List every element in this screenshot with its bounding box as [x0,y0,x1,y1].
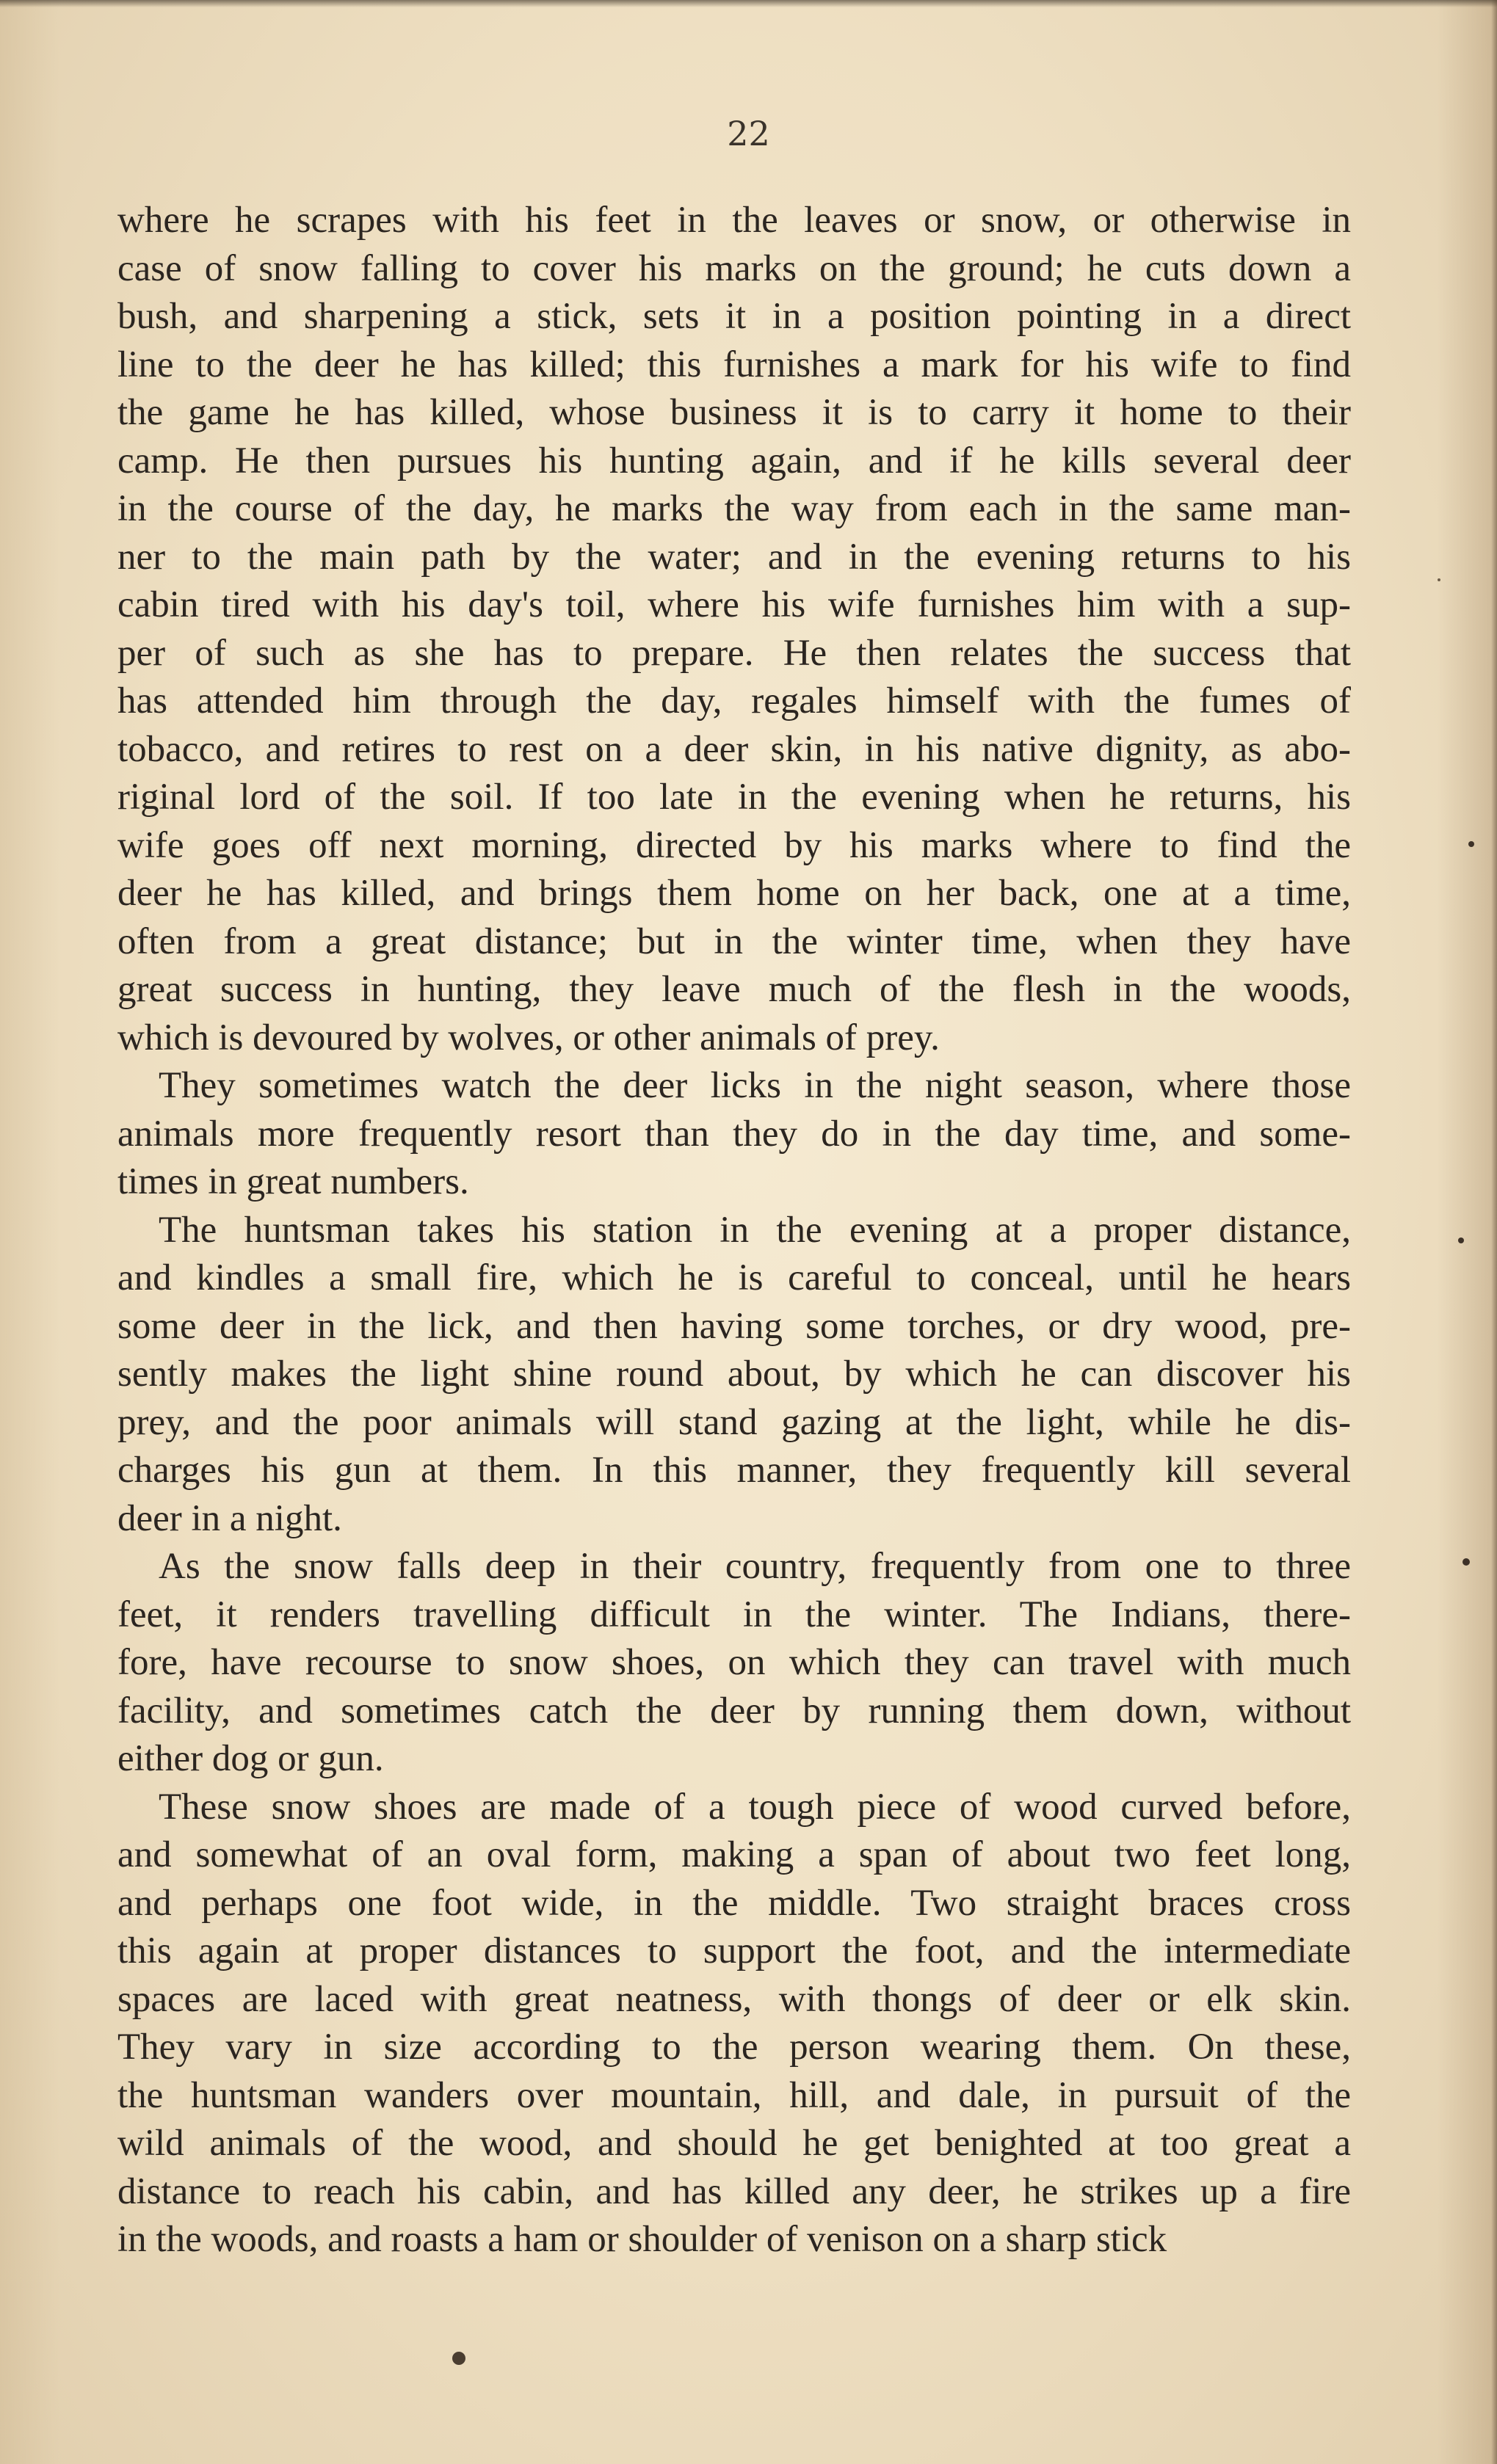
text-line: As the snow falls deep in their country, frequently from one to three [159,1546,1351,1587]
text-line: which is devoured by wolves, or other animals of prey. [117,1017,940,1058]
text-line: charges his gun at them. In this manner, they frequently kill several [117,1450,1351,1491]
paper-speck [1438,578,1440,581]
text-line: cabin tired with his day's toil, where his wife furnishes him with a sup- [117,584,1351,625]
text-line: facility, and sometimes catch the deer by running them down, without [117,1690,1351,1731]
text-line: riginal lord of the soil. If too late in the evening when he returns, his [117,777,1351,818]
text-line: and kindles a small fire, which he is careful to conceal, until he hears [117,1257,1351,1298]
text-line: this again at proper distances to support the foot, and the intermediate [117,1930,1351,1971]
text-line: wife goes off next morning, directed by his marks where to find the [117,824,1351,866]
text-line: line to the deer he has killed; this furnishes a mark for his wife to find [117,344,1351,385]
text-line: the game he has killed, whose business it is to carry it home to their [117,392,1351,433]
paper-speck [1458,1238,1464,1243]
text-line: times in great numbers. [117,1161,469,1202]
text-line: ner to the main path by the water; and in the evening returns to his [117,536,1351,578]
text-line: wild animals of the wood, and should he get benighted at too great a [117,2123,1351,2164]
text-line: fore, have recourse to snow shoes, on which they can travel with much [117,1642,1351,1683]
text-line: where he scrapes with his feet in the leaves or snow, or otherwise in [117,200,1351,241]
paper-speck [1468,841,1474,847]
text-line: often from a great distance; but in the winter time, when they have [117,920,1351,962]
paper-speck [1462,1558,1470,1566]
page-number: 22 [727,114,770,153]
text-line: sently makes the light shine round about, by which he can discover his [117,1353,1351,1395]
text-line: tobacco, and retires to rest on a deer skin, in his native dignity, as abo- [117,728,1351,770]
text-line: animals more frequently resort than they do in the day time, and some- [117,1113,1351,1155]
text-line: in the woods, and roasts a ham or shoulder of venison on a sharp stick [117,2219,1167,2260]
text-line: spaces are laced with great neatness, with thongs of deer or elk skin. [117,1978,1351,2020]
text-line: and somewhat of an oval form, making a span of about two feet long, [117,1834,1351,1875]
text-line: feet, it renders travelling difficult in the winter. The Indians, there- [117,1593,1351,1635]
text-line: in the course of the day, he marks the way from each in the same man- [117,488,1351,529]
text-line: per of such as she has to prepare. He then relates the success that [117,632,1351,674]
text-line: and perhaps one foot wide, in the middle. Two straight braces cross [117,1882,1351,1924]
paper-speck [452,2352,465,2365]
text-line: either dog or gun. [117,1738,384,1779]
text-line: the huntsman wanders over mountain, hill, and dale, in pursuit of the [117,2074,1351,2116]
text-line: The huntsman takes his station in the evening at a proper distance, [159,1209,1351,1251]
text-line: case of snow falling to cover his marks on the ground; he cuts down a [117,247,1351,289]
text-line: has attended him through the day, regales himself with the fumes of [117,680,1351,722]
text-line: They sometimes watch the deer licks in the night season, where those [159,1065,1351,1106]
text-line: great success in hunting, they leave much of the flesh in the woods, [117,969,1351,1010]
text-line: camp. He then pursues his hunting again, and if he kills several deer [117,440,1351,481]
text-line: distance to reach his cabin, and has killed any deer, he strikes up a fire [117,2170,1351,2212]
text-line: bush, and sharpening a stick, sets it in a position pointing in a direct [117,296,1351,337]
text-line: deer he has killed, and brings them home on her back, one at a time, [117,873,1351,914]
text-line: They vary in size according to the person wearing them. On these, [117,2027,1351,2068]
text-line: These snow shoes are made of a tough piece of wood curved before, [159,1786,1351,1828]
text-line: deer in a night. [117,1497,342,1539]
text-line: some deer in the lick, and then having some torches, or dry wood, pre- [117,1305,1351,1347]
text-line: prey, and the poor animals will stand gazing at the light, while he dis- [117,1401,1351,1443]
